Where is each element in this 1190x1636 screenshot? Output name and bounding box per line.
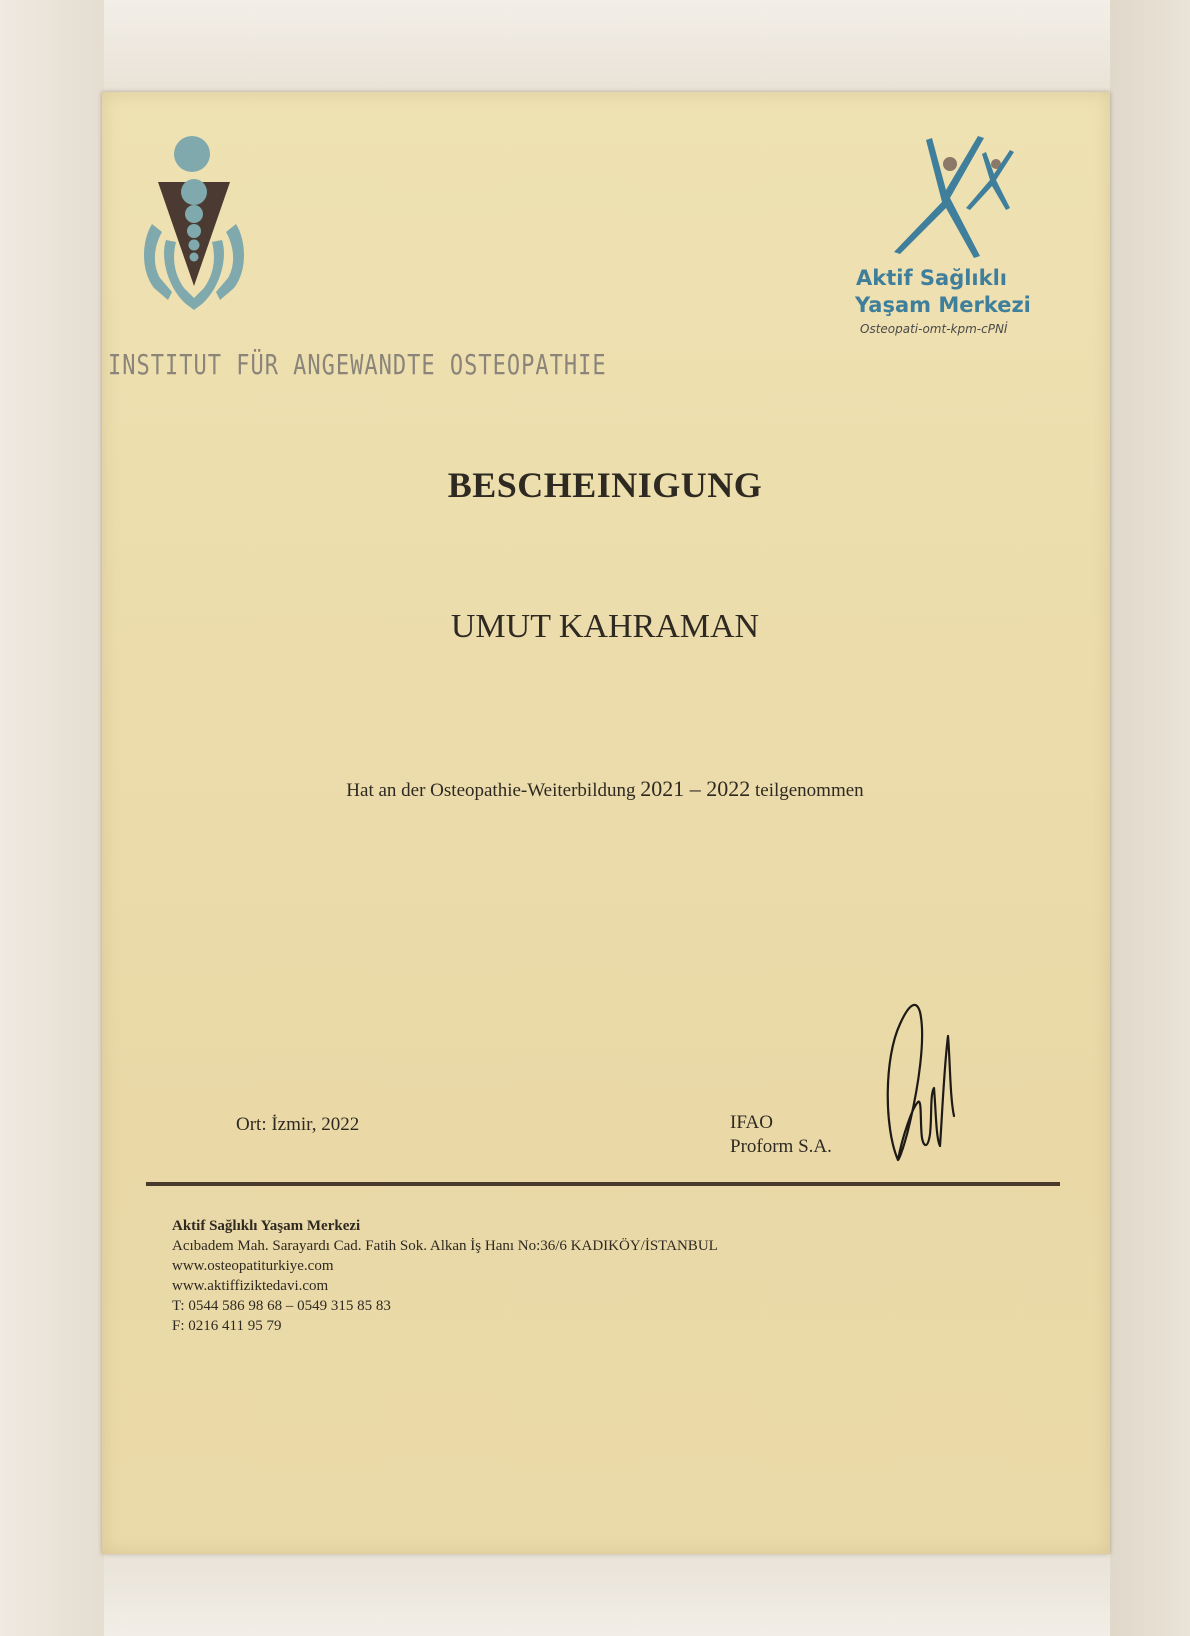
footer-website-1: www.osteopatiturkiye.com (172, 1258, 334, 1274)
frame-top-edge (0, 0, 1190, 100)
footer-phone: T: 0544 586 98 68 – 0549 315 85 83 (172, 1298, 391, 1314)
footer-fax: F: 0216 411 95 79 (172, 1318, 282, 1334)
footer-company: Aktif Sağlıklı Yaşam Merkezi (172, 1218, 361, 1234)
issuer-name: IFAO (730, 1112, 773, 1133)
statement-prefix: Hat an der Osteopathie-Weiterbildung (346, 780, 636, 801)
footer-website-2: www.aktiffiziktedavi.com (172, 1278, 329, 1294)
divider-rule (146, 1182, 1060, 1186)
signature-icon (870, 998, 966, 1172)
aktif-figures-icon (880, 132, 1020, 260)
place-date: Ort: İzmir, 2022 (236, 1114, 360, 1135)
frame-right-edge (1110, 0, 1190, 1636)
statement-suffix: teilgenommen (754, 780, 864, 801)
frame-bottom-edge (0, 1556, 1190, 1636)
frame-left-edge (0, 0, 104, 1636)
institute-name: INSTITUT FÜR ANGEWANDTE OSTEOPATHIE (108, 350, 607, 382)
brand-tagline: Osteopati-omt-kpm-cPNİ (860, 322, 1008, 336)
statement-years: 2021 – 2022 (640, 776, 751, 801)
footer-address: Acıbadem Mah. Sarayardı Cad. Fatih Sok. Alkan İş Hanı No:36/6 KADIKÖY/İSTANBUL (172, 1238, 718, 1254)
footer-contact (172, 1216, 718, 1336)
brand-line-1: Aktif Sağlıklı (856, 266, 1007, 290)
issuer-company: Proform S.A. (730, 1136, 832, 1157)
certificate-title: BESCHEINIGUNG (447, 465, 763, 505)
recipient-name: UMUT KAHRAMAN (450, 608, 760, 645)
osteopathy-spine-hands-icon (138, 128, 262, 328)
statement-line (0, 776, 1190, 802)
brand-line-2: Yaşam Merkezi (855, 293, 1031, 317)
